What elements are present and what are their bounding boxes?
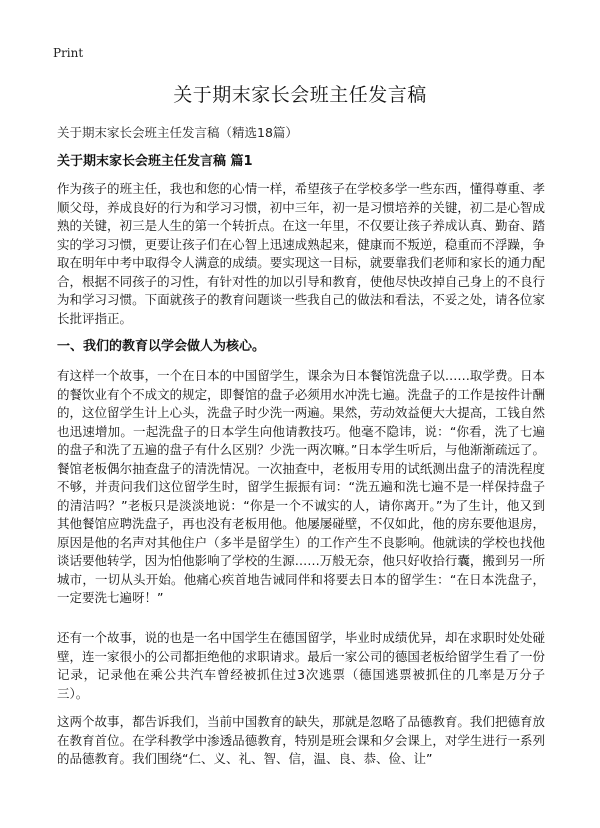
heading-part-one: 一、我们的教育以学会做人为核心。 [57, 339, 266, 354]
paragraph-story-germany: 还有一个故事，说的也是一名中国学生在德国留学，毕业时成绩优异，却在求职时处处碰壁，连一家很小的公司都拒绝他的求职请求。最后一家公司的德国老板给留学生看了一份记录，记录他在乘公共汽车曾经被抓住过3次逃票（德国逃票被抓住的几率是万分子三）。 [57, 630, 545, 701]
paragraph-conclusion: 这两个故事，都告诉我们，当前中国教育的缺失，那就是忽略了品德教育。我们把德育放在教育首位。在学科教学中渗透品德教育，特别是班会课和夕会课上，对学生进行一系列的品德教育。我们围绕“仁、义、礼、智、信，温、良、恭、俭、让” [57, 714, 545, 766]
paragraph-story-japan: 有这样一个故事，一个在日本的中国留学生，课余为日本餐馆洗盘子以……取学费。日本的餐饮业有个不成文的规定，即餐馆的盘子必须用水冲洗七遍。洗盘子的工作是按件计酬的，这位留学生计上心头，洗盘子时少洗一两遍。果然，劳动效益便大大提高，工钱自然也迅速增加。一起洗盘子的日本学生向他请教技巧。他毫不隐讳，说：“你看，洗了七遍的盘子和洗了五遍的盘子有什么区别？少洗一两次嘛。”日本学生听后，与他渐渐疏远了。餐馆老板偶尔抽查盘子的清洗情况。一次抽查中，老板用专用的试纸测出盘子的清洗程度不够，并责问我们这位留学生时，留学生振振有词：“洗五遍和洗七遍不是一样保持盘子的清洁吗？”老板只是淡淡地说：“你是一个不诚实的人，请你离开。”为了生计，他又到其他餐馆应聘洗盘子，再也没有老板用他。他屡屡碰壁，不仅如此，他的房东要他退房，原因是他的名声对其他住户（多半是留学生）的工作产生不良影响。他就读的学校也找他谈话要他转学，因为怕他影响了学校的生源……万般无奈，他只好收拾行囊，搬到另一所城市，一切从头开始。他痛心疾首地告诫同伴和将要去日本的留学生：“在日本洗盘子，一定要洗七遍呀！” [57, 368, 545, 605]
document-subtitle: 关于期末家长会班主任发言稿（精选18篇） [57, 125, 298, 140]
section-title: 关于期末家长会班主任发言稿 篇1 [57, 154, 253, 169]
paragraph-intro: 作为孩子的班主任，我也和您的心情一样，希望孩子在学校多学一些东西，懂得尊重、孝顺父母，养成良好的行为和学习习惯，初中三年，初一是习惯培养的关键，初二是心智成熟的关键，初三是人生的第一个转折点。在这一年里，不仅要让孩子养成认真、勤奋、踏实的学习习惯，更要让孩子们在心智上迅速成熟起来，健康而不叛逆，稳重而不浮躁，争取在明年中考中取得令人满意的成绩。要实现这一目标，就要靠我们老师和家长的通力配合，根据不同孩子的习性，有针对性的加以引导和教育，使他尽快改掉自己身上的不良行为和学习习惯。下面就孩子的教育问题谈一些我自己的做法和看法，不妥之处，请各位家长批评指正。 [57, 181, 545, 326]
print-label[interactable]: Print [53, 46, 84, 60]
document-title: 关于期末家长会班主任发言稿 [173, 84, 427, 106]
